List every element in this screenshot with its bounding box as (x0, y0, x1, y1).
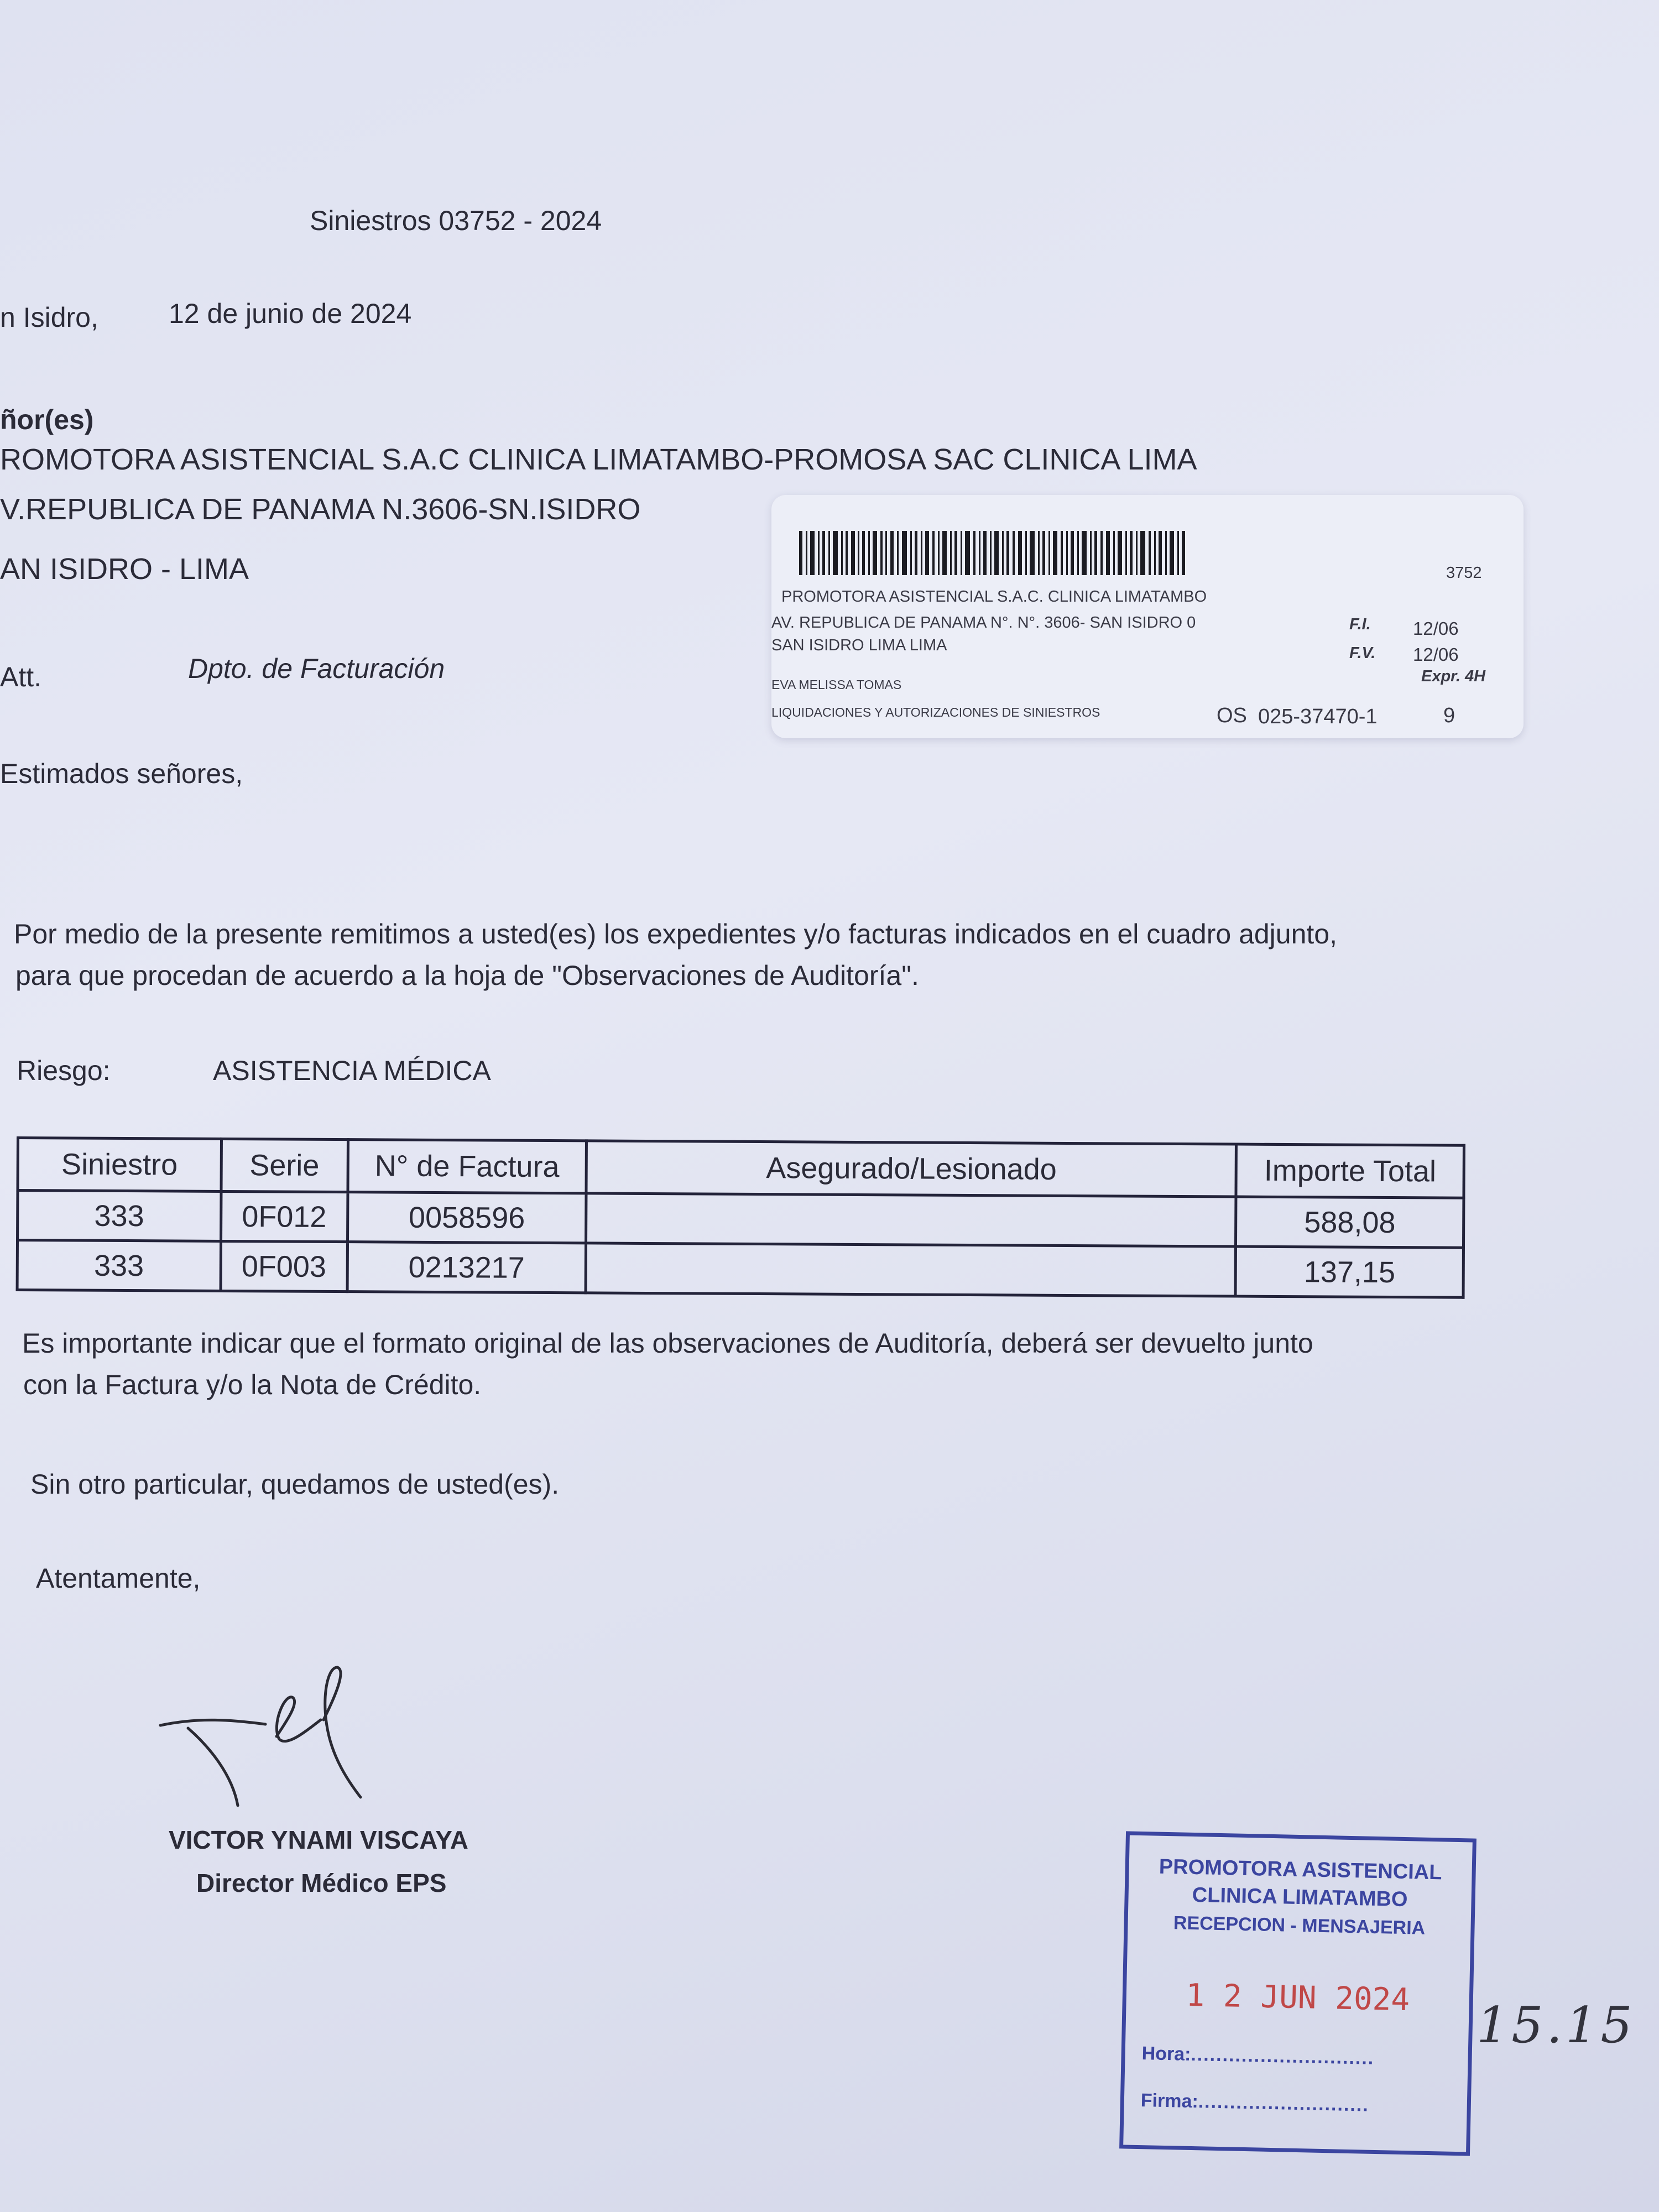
handwritten-time: 15.15 (1477, 1996, 1636, 2054)
header-factura: N° de Factura (348, 1140, 587, 1193)
label-fi-value: 12/06 (1413, 618, 1459, 639)
stamp-firma-dots: ........................... (1198, 2091, 1370, 2116)
recipient-company: ROMOTORA ASISTENCIAL S.A.C CLINICA LIMATAMBO-PROMOSA SAC CLINICA LIMA (0, 443, 1197, 476)
recipient-city: AN ISIDRO - LIMA (0, 552, 249, 586)
shipping-label (771, 495, 1524, 738)
regards-line: Atentamente, (36, 1563, 201, 1594)
risk-value: ASISTENCIA MÉDICA (213, 1055, 491, 1086)
recipient-salutation: ñor(es) (0, 404, 94, 435)
cell-factura: 0058596 (347, 1192, 586, 1243)
label-fi-label: F.I. (1349, 615, 1371, 633)
stamp-hora (1141, 2043, 1374, 2069)
closing-line: Sin otro particular, quedamos de usted(es). (30, 1469, 560, 1500)
barcode (799, 531, 1186, 575)
stamp-date: 1 2 JUN 2024 (1185, 1977, 1410, 2018)
attention-value: Dpto. de Facturación (188, 653, 445, 684)
label-address-1: AV. REPUBLICA DE PANAMA N°. N°. 3606- SAN ISIDRO 0 (771, 614, 1196, 632)
label-code: 3752 (1446, 564, 1482, 582)
cell-asegurado (586, 1193, 1237, 1246)
claims-table (16, 1136, 1465, 1299)
stamp-firma-label: Firma: (1140, 2090, 1199, 2112)
cell-siniestro: 333 (17, 1240, 221, 1291)
letter-date: 12 de junio de 2024 (169, 298, 412, 329)
stamp-hora-dots: ............................. (1191, 2043, 1375, 2069)
header-importe: Importe Total (1236, 1144, 1464, 1198)
signatory-title: Director Médico EPS (196, 1869, 447, 1897)
label-person: EVA MELISSA TOMAS (771, 677, 902, 692)
label-os-number: 025-37470-1 (1258, 705, 1378, 728)
cell-siniestro: 333 (18, 1191, 221, 1241)
risk-label: Riesgo: (17, 1055, 111, 1086)
table-row (17, 1240, 1463, 1298)
reception-stamp (1119, 1831, 1477, 2156)
cell-serie: 0F012 (221, 1191, 347, 1241)
label-company: PROMOTORA ASISTENCIAL S.A.C. CLINICA LIMATAMBO (781, 588, 1207, 606)
stamp-line-3: RECEPCION - MENSAJERIA (1173, 1912, 1426, 1939)
label-department: LIQUIDACIONES Y AUTORIZACIONES DE SINIESTROS (771, 705, 1100, 719)
stamp-firma (1140, 2090, 1369, 2116)
label-address-2: SAN ISIDRO LIMA LIMA (771, 637, 947, 654)
cell-factura: 0213217 (347, 1242, 586, 1293)
paragraph-1-line-2: para que procedan de acuerdo a la hoja de "Observaciones de Auditoría". (15, 960, 919, 991)
recipient-address: V.REPUBLICA DE PANAMA N.3606-SN.ISIDRO (0, 493, 641, 526)
header-siniestro: Siniestro (18, 1138, 221, 1192)
table-header-row (18, 1138, 1464, 1198)
handwritten-signature (155, 1659, 442, 1819)
cell-importe: 588,08 (1236, 1197, 1464, 1248)
label-fv-label: F.V. (1349, 644, 1376, 662)
stamp-line-1: PROMOTORA ASISTENCIAL (1159, 1855, 1442, 1885)
paragraph-2-line-1: Es importante indicar que el formato original de las observaciones de Auditoría, deberá ser devuelto junto (22, 1328, 1313, 1359)
greeting: Estimados señores, (0, 758, 243, 789)
claim-reference: Siniestros 03752 - 2024 (310, 205, 602, 236)
stamp-hora-label: Hora: (1141, 2043, 1191, 2065)
attention-label: Att. (0, 661, 42, 692)
paragraph-2-line-2: con la Factura y/o la Nota de Crédito. (23, 1369, 482, 1400)
paragraph-1-line-1: Por medio de la presente remitimos a usted(es) los expedientes y/o facturas indicados en el cuadro adjunto, (14, 919, 1337, 950)
label-os-suffix: 9 (1443, 704, 1455, 727)
label-fv-value: 12/06 (1413, 644, 1459, 665)
letter-place: n Isidro, (0, 302, 98, 333)
label-expr: Expr. 4H (1421, 667, 1486, 685)
table-row (18, 1191, 1464, 1248)
cell-asegurado (586, 1243, 1236, 1296)
header-asegurado: Asegurado/Lesionado (586, 1141, 1237, 1197)
signatory-name: VICTOR YNAMI VISCAYA (169, 1825, 468, 1854)
cell-importe: 137,15 (1235, 1246, 1463, 1297)
cell-serie: 0F003 (221, 1241, 347, 1291)
stamp-line-2: CLINICA LIMATAMBO (1192, 1883, 1408, 1912)
label-os-label: OS (1217, 704, 1247, 727)
header-serie: Serie (221, 1139, 348, 1192)
